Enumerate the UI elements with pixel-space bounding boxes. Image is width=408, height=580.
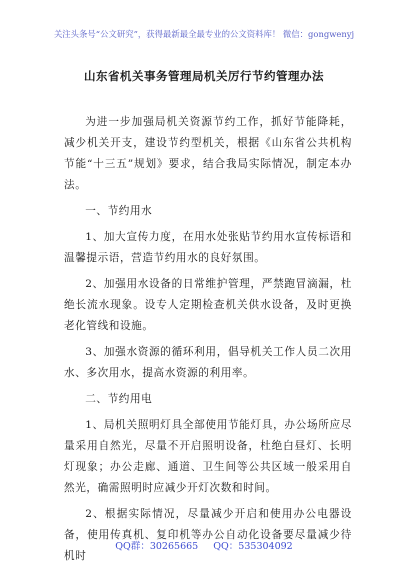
paragraph-water-2: 2、加强用水设备的日常维护管理，严禁跑冒滴漏，杜绝长流水现象。设专人定期检查机关供水设备，及时更换老化管线和设施。 xyxy=(64,278,352,332)
header-promo-note: 关注头条号“公文研究”，获得最新最全最专业的公文资料库！ 微信：gongwenyj xyxy=(53,29,355,39)
document-title: 山东省机关事务管理局机关厉行节约管理办法 xyxy=(84,69,324,83)
footer-qq: QQ：535304092 xyxy=(213,541,293,552)
footer-qq-group: QQ群：30265665 xyxy=(115,541,199,552)
paragraph-water-1: 1、加大宣传力度，在用水处张贴节约用水宣传标语和温馨提示语，营造节约用水的良好氛围。 xyxy=(64,231,352,264)
section-heading-water: 一、节约用水 xyxy=(85,205,153,217)
footer-contact xyxy=(0,538,408,552)
paragraph-electricity-1: 1、局机关照明灯具全部使用节能灯具，办公场所应尽量采用自然光，尽量不开启照明设备，杜绝白昼灯、长明灯现象；办公走廊、通道、卫生间等公共区域一般采用自然光，确需照明时应减少开灯次数和时间。 xyxy=(64,419,352,494)
document-body xyxy=(64,112,352,572)
paragraph-intro: 为进一步加强局机关资源节约工作，抓好节能降耗，减少机关开支，建设节约型机关，根据《山东省公共机构节能“十三五”规划》要求，结合我局实际情况，制定本办法。 xyxy=(64,116,352,191)
paragraph-water-3: 3、加强水资源的循环利用，倡导机关工作人员二次用水、多次用水，提高水资源的利用率。 xyxy=(64,346,352,379)
paragraph-electricity-2: 2、根据实际情况，尽量减少开启和使用办公电器设备，使用传真机、复印机等办公自动化设备要尽量减少待机时 xyxy=(64,508,352,562)
section-heading-electricity: 二、节约用电 xyxy=(85,393,153,405)
